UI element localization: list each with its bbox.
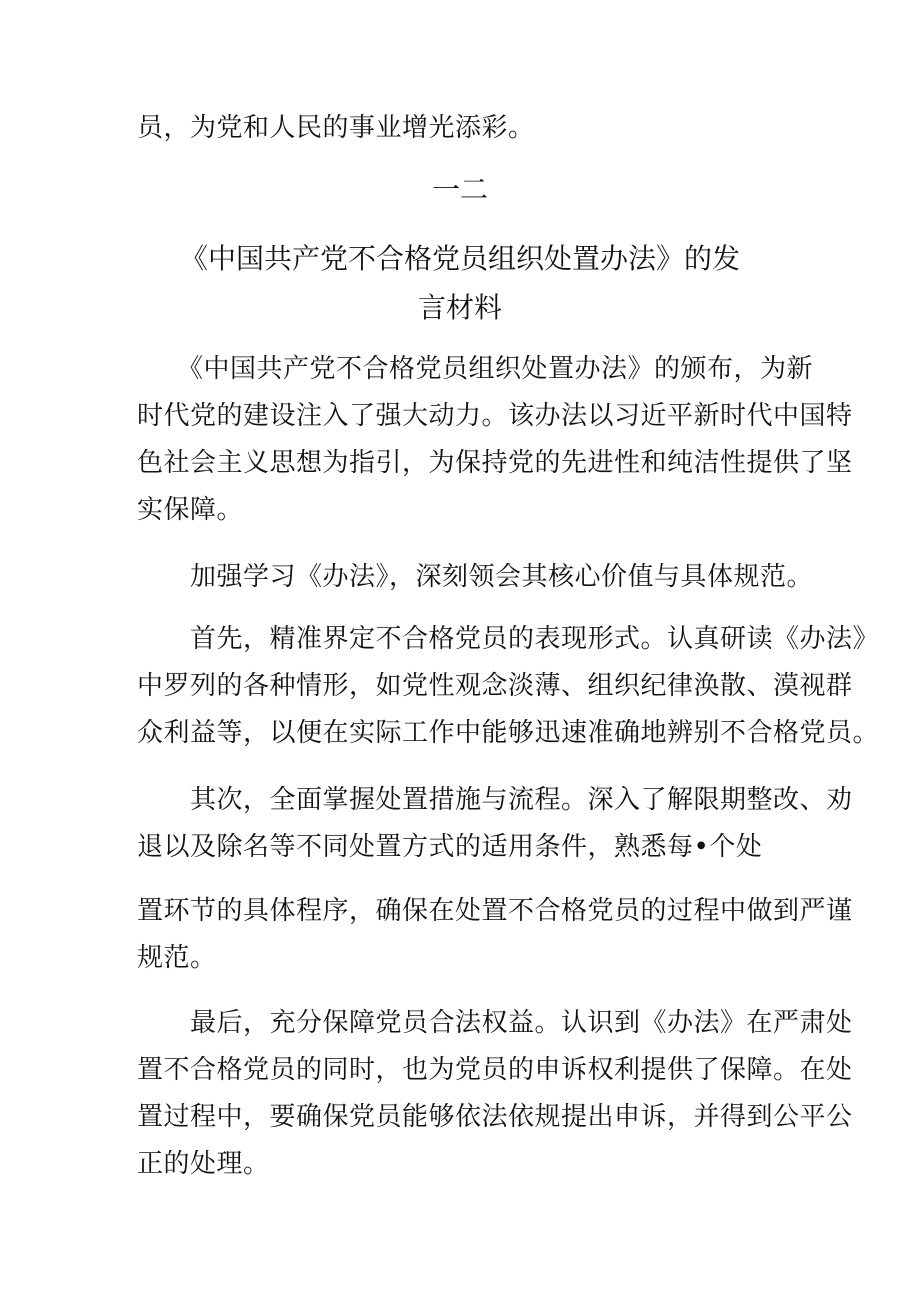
paragraph-line: 实保障。 xyxy=(137,495,244,525)
paragraph-line: 加强学习《办法》，深刻领会其核心价值与具体规范。 xyxy=(137,562,814,592)
paragraph-line: 退以及除名等不同处置方式的适用条件，熟悉每•个处 xyxy=(137,832,763,862)
paragraph-line: 置不合格党员的同时，也为党员的申诉权利提供了保障。在处 xyxy=(137,1055,853,1085)
continuation-text: 员，为党和人民的事业增光添彩。 xyxy=(137,113,535,143)
paragraph-line: 时代党的建设注入了强大动力。该办法以习近平新时代中国特 xyxy=(137,401,853,431)
paragraph-line: 最后，充分保障党员合法权益。认识到《办法》在严肃处 xyxy=(137,1008,853,1038)
paragraph-line: 色社会主义思想为指引，为保持党的先进性和纯洁性提供了坚 xyxy=(137,448,853,478)
paragraph-line: 众利益等，以便在实际工作中能够迅速准确地辨别不合格党员。 xyxy=(137,718,880,748)
paragraph-line: 置过程中，要确保党员能够依法依规提出申诉，并得到公平公 xyxy=(137,1102,853,1132)
title-line-1: 《中国共产党不合格党员组织处置办法》的发 xyxy=(179,242,740,275)
paragraph-line: 首先，精准界定不合格党员的表现形式。认真研读《办法》 xyxy=(137,624,880,654)
paragraph-line: 置环节的具体程序，确保在处置不合格党员的过程中做到严谨 xyxy=(137,896,853,926)
paragraph-line: 规范。 xyxy=(137,943,217,973)
paragraph-line: 中罗列的各种情形，如党性观念淡薄、组织纪律涣散、漠视群 xyxy=(137,671,853,701)
paragraph-line: 正的处理。 xyxy=(137,1149,270,1179)
title-line-2: 言材料 xyxy=(417,291,502,324)
section-number: 一二 xyxy=(431,173,488,206)
paragraph-line: 其次，全面掌握处置措施与流程。深入了解限期整改、劝 xyxy=(137,785,853,815)
paragraph-line: 《中国共产党不合格党员组织处置办法》的颁布，为新 xyxy=(137,354,814,384)
